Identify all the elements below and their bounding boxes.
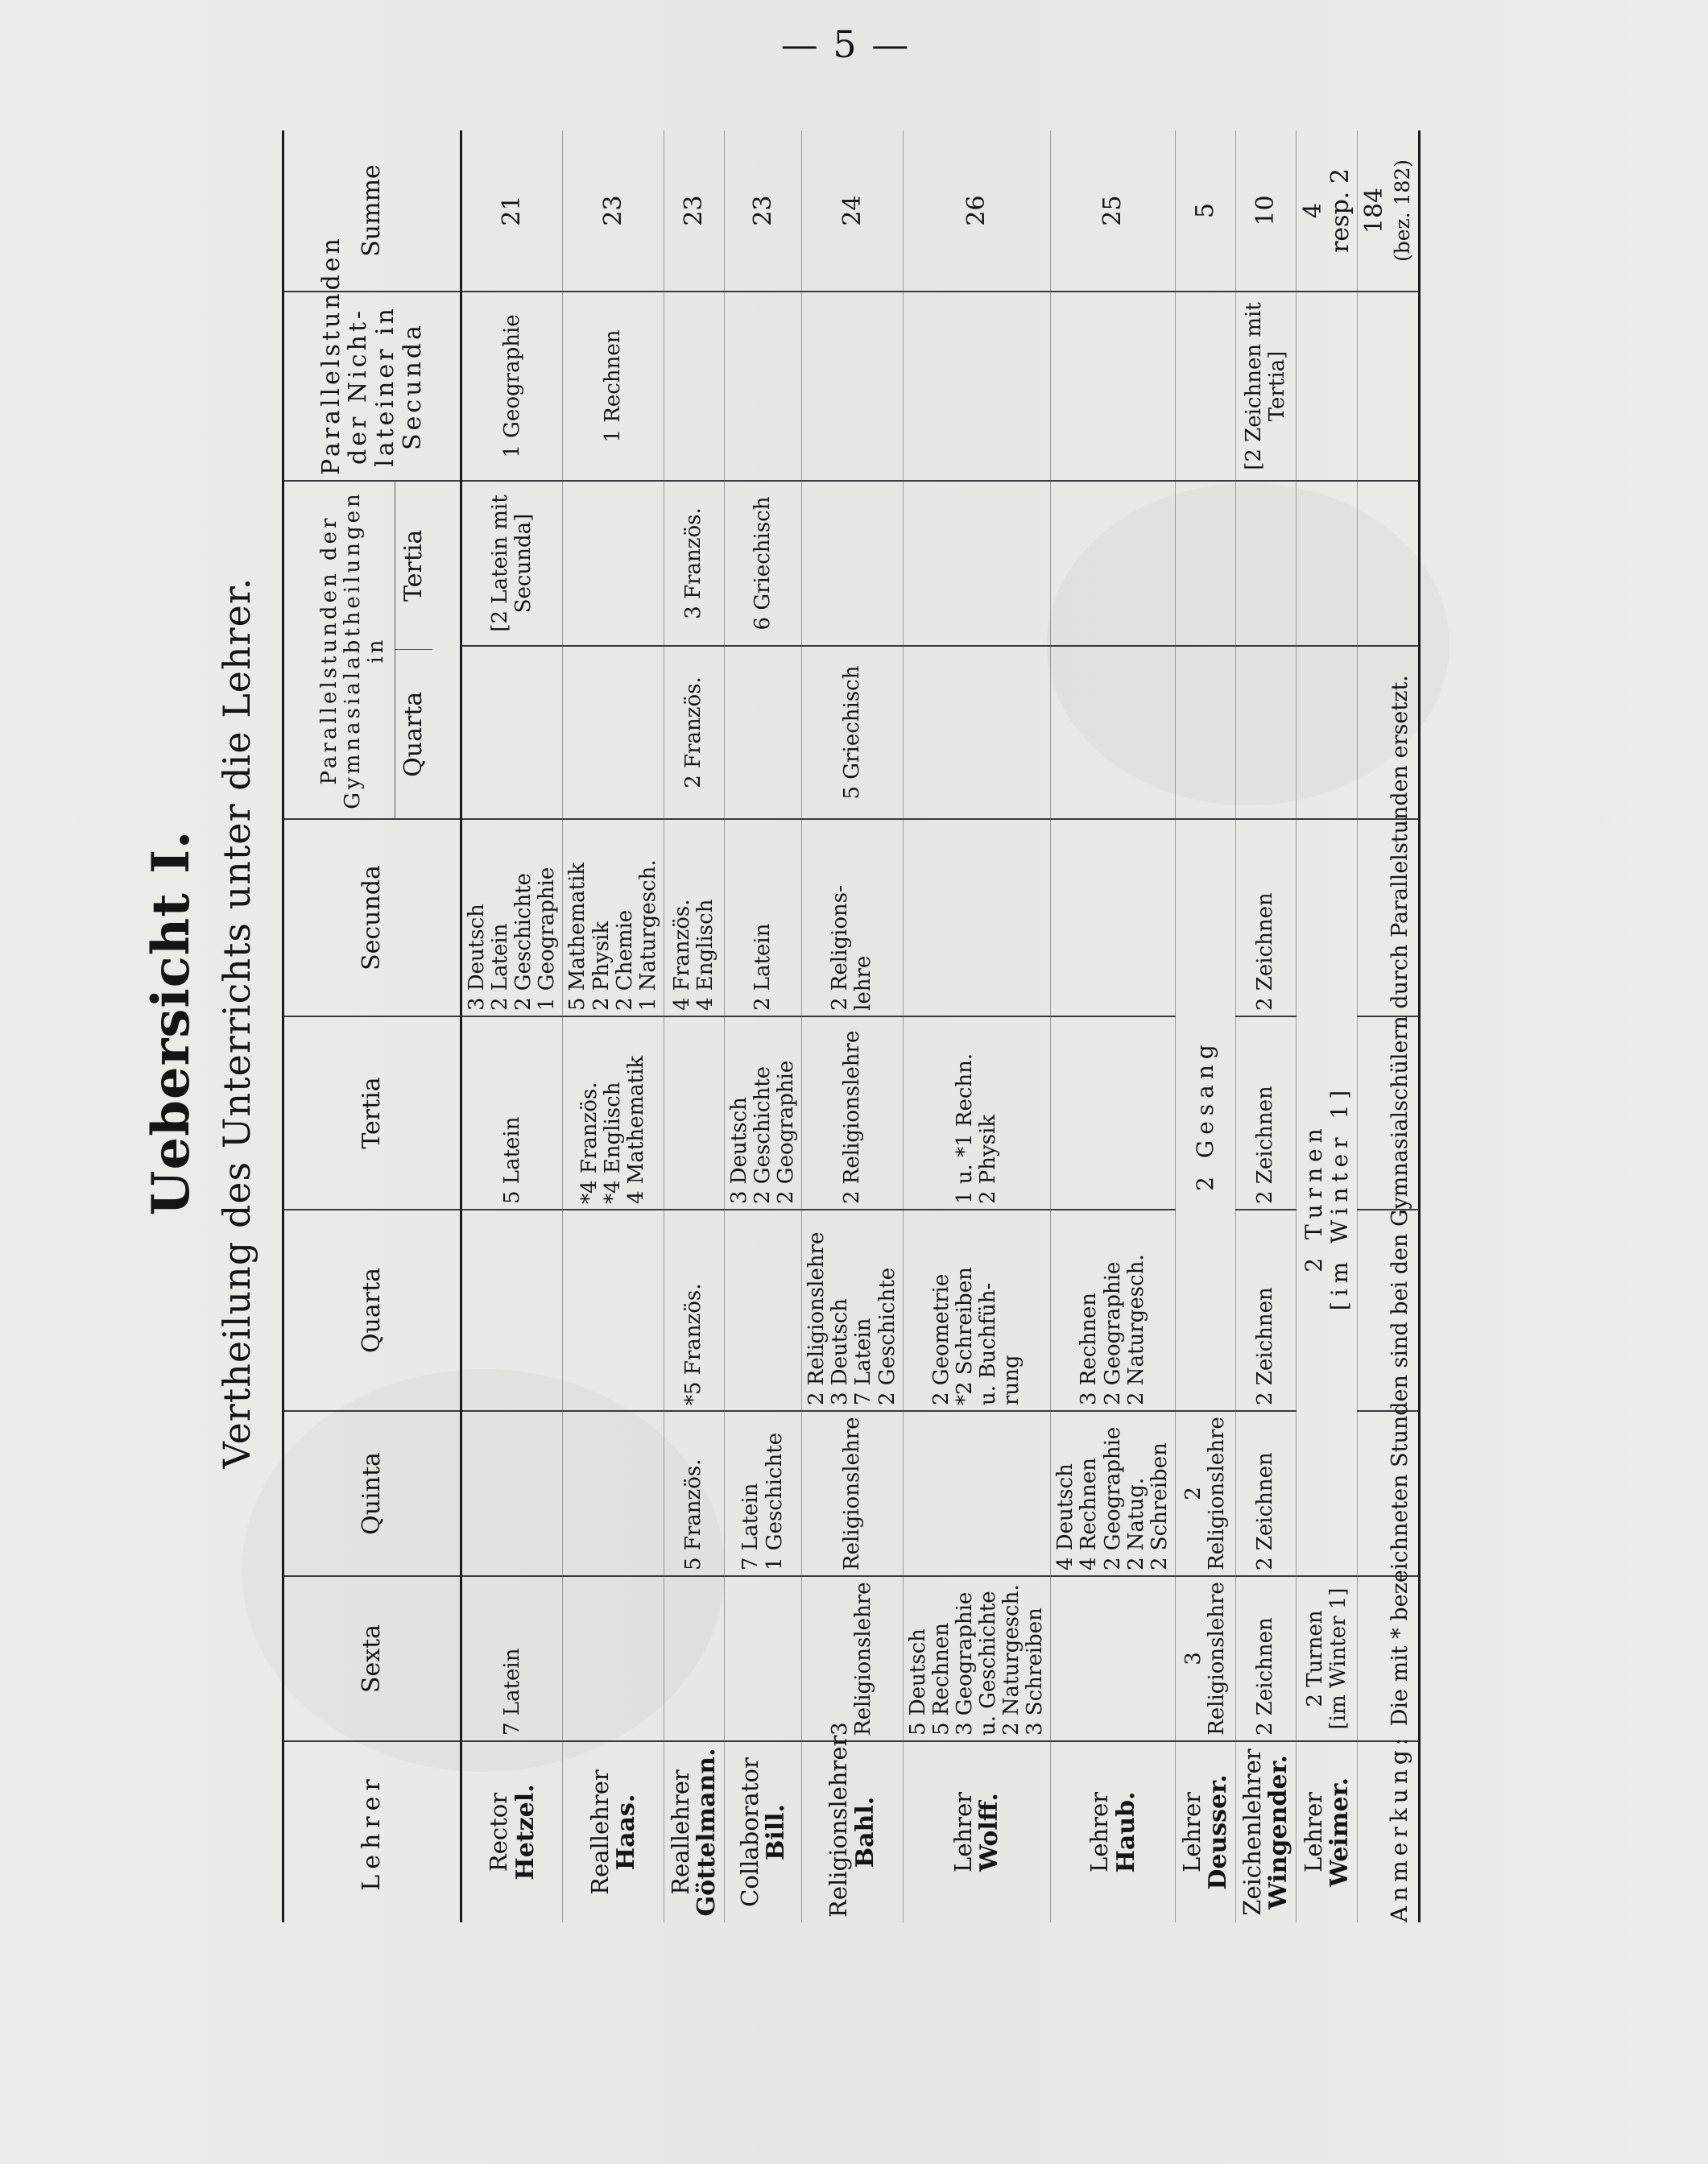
table-row (1051, 130, 1176, 1922)
teacher-cell (1175, 1741, 1235, 1922)
cell-quarta (461, 1210, 563, 1411)
cell-sexta (724, 1576, 801, 1741)
table-row (903, 130, 1051, 1922)
cell-sexta: 2 Zeichnen (1235, 1576, 1296, 1741)
empty-cell (1297, 481, 1358, 646)
cell-pt: [2 Latein mit Secunda] (461, 481, 563, 646)
cell-tertia: 1 u. *1 Rechn. 2 Physik (903, 1016, 1051, 1210)
teacher-cell (1235, 1741, 1296, 1922)
cell-quinta (563, 1411, 664, 1576)
empty-cell (1175, 292, 1235, 481)
page-title: Uebersicht I. (141, 830, 201, 1216)
cell-pnl (903, 292, 1051, 481)
cell-pnl (1051, 292, 1176, 481)
span-cell: 3 Religionslehre (1175, 1576, 1235, 1741)
cell-sexta (1051, 1576, 1176, 1741)
cell-pq: 5 Griechisch (802, 646, 903, 819)
cell-pq (724, 646, 801, 819)
teacher-name: Bahl. (850, 1796, 879, 1868)
cell-pnl: [2 Zeichnen mit Tertia] (1235, 292, 1296, 481)
cell-pq (1051, 646, 1176, 819)
cell-pq (563, 646, 664, 819)
empty-cell (1175, 646, 1235, 819)
empty-cell (1297, 292, 1358, 481)
teacher-cell (563, 1741, 664, 1922)
cell-sexta: 3 Religionslehre (802, 1576, 903, 1741)
span-cell: 2 Religionslehre (1175, 1411, 1235, 1576)
cell-summe: 10 (1235, 130, 1296, 292)
table-body (461, 130, 1420, 1922)
cell-quinta: 5 Französ. (664, 1411, 724, 1576)
span-cell-gesang: 2 Gesang (1175, 819, 1235, 1411)
cell-pt: 6 Griechisch (724, 481, 801, 646)
teacher-cell (903, 1741, 1051, 1922)
teacher-name: Bill. (762, 1804, 791, 1860)
cell-quarta: 2 Geometrie *2 Schreiben u. Buchfüh- rung (903, 1210, 1051, 1411)
teacher-title: Lehrer (1177, 1792, 1206, 1872)
cell-quinta: 7 Latein 1 Geschichte (724, 1411, 801, 1576)
cell-pnl (802, 292, 903, 481)
teacher-cell (664, 1741, 724, 1922)
cell-tertia: 5 Latein (461, 1016, 563, 1210)
page-number: — 5 — (780, 23, 911, 66)
cell-tertia: 2 Zeichnen (1235, 1016, 1296, 1210)
table-row (563, 130, 664, 1922)
cell-tertia: 2 Religionslehre (802, 1016, 903, 1210)
table-row (461, 130, 563, 1922)
cell-pq (461, 646, 563, 819)
cell-tertia: 3 Deutsch 2 Geschichte 2 Geographie (724, 1016, 801, 1210)
cell-secunda: 2 Religions- lehre (802, 819, 903, 1016)
cell-secunda: 2 Latein (724, 819, 801, 1016)
cell-summe: 23 (664, 130, 724, 292)
rotated-content (141, 109, 1486, 1937)
table-row (1175, 130, 1235, 1922)
cell-summe: 5 (1175, 130, 1235, 292)
cell-summe: 23 (724, 130, 801, 292)
header-quarta: Quarta (283, 1210, 461, 1411)
header-parallel-gym-label: Parallelstunden der Gymnasialabtheilungen in (312, 482, 395, 818)
cell-quinta: 2 Zeichnen (1235, 1411, 1296, 1576)
cell-pt (802, 481, 903, 646)
cell-secunda: 2 Zeichnen (1235, 819, 1296, 1016)
annotation (1385, 130, 1414, 1922)
teacher-name: Göttelmann. (693, 1748, 722, 1917)
cell-tertia (1051, 1016, 1176, 1210)
teacher-title: Lehrer (1299, 1792, 1327, 1872)
teacher-title: Lehrer (949, 1792, 977, 1872)
cell-pq (903, 646, 1051, 819)
header-summe: Summe (283, 130, 461, 292)
teacher-cell (802, 1735, 903, 1922)
header-sexta: Sexta (283, 1576, 461, 1741)
teacher-name: Wolff. (975, 1793, 1004, 1872)
cell-quarta (563, 1210, 664, 1411)
header-parallel-tertia: Tertia (399, 529, 428, 602)
cell-pt: 3 Französ. (664, 481, 724, 646)
table-row (664, 130, 724, 1922)
cell-sexta: 2 Turnen [im Winter 1] (1297, 1576, 1358, 1741)
teacher-title: Zeichenlehrer (1238, 1748, 1266, 1916)
cell-quinta (461, 1411, 563, 1576)
cell-sexta: 5 Deutsch 5 Rechnen 3 Geographie u. Geschichte 2 Naturgesch. 3 Schreiben (903, 1576, 1051, 1741)
teacher-name: Haas. (612, 1794, 641, 1871)
header-secunda: Secunda (283, 819, 461, 1016)
teacher-title: Collaborator (735, 1757, 763, 1907)
teacher-cell (461, 1741, 563, 1922)
cell-secunda (1051, 819, 1176, 1016)
teacher-title: Lehrer (1086, 1792, 1114, 1872)
page-subtitle: Vertheilung des Unterrichts unter die Lehrer. (215, 577, 258, 1469)
cell-summe: 23 (563, 130, 664, 292)
cell-quarta: *5 Französ. (664, 1210, 724, 1411)
cell-quarta: 2 Religionslehre 3 Deutsch 7 Latein 2 Geschichte (802, 1210, 903, 1411)
cell-quarta: 3 Rechnen 2 Geographie 2 Naturgesch. (1051, 1210, 1176, 1411)
teacher-title: Religionslehrer (825, 1735, 853, 1918)
teacher-name: Haub. (1111, 1791, 1140, 1873)
cell-secunda: 5 Mathematik 2 Physik 2 Chemie 1 Naturgesch. (563, 819, 664, 1016)
cell-quarta (724, 1210, 801, 1411)
empty-cell (1297, 646, 1358, 819)
cell-tertia: *4 Französ. *4 Englisch 4 Mathematik (563, 1016, 664, 1210)
header-parallel-nonlatin: Parallelstunden der Nicht-lateiner in Secunda (283, 292, 461, 481)
cell-summe: 4 resp. 2 (1297, 130, 1358, 292)
header-parallel-gym (283, 481, 461, 819)
cell-summe: 21 (461, 130, 563, 292)
teacher-name: Weimer. (1325, 1777, 1354, 1888)
teacher-title: Reallehrer (666, 1769, 694, 1895)
header-parallel-gym-sub (395, 482, 432, 818)
span-cell-turnen: 2 Turnen [im Winter 1] (1297, 819, 1358, 1576)
teacher-cell (1051, 1741, 1176, 1922)
cell-pq: 2 Französ. (664, 646, 724, 819)
teacher-title: Rector (485, 1792, 513, 1872)
annotation-label: Anmerkung: (1386, 1732, 1412, 1922)
teacher-name: Hetzel. (511, 1784, 540, 1881)
cell-quinta: 4 Deutsch 4 Rechnen 2 Geographie 2 Natug. 2 Schreiben (1051, 1411, 1176, 1576)
cell-pt (903, 481, 1051, 646)
teacher-cell (724, 1741, 801, 1922)
table-row (724, 130, 801, 1922)
total-value: 184 (bez. 182) (1358, 130, 1420, 292)
teacher-name: Wingender. (1264, 1755, 1293, 1910)
cell-pt (563, 481, 664, 646)
cell-quinta (903, 1411, 1051, 1576)
cell-summe: 25 (1051, 130, 1176, 292)
table-row (1297, 130, 1358, 1922)
header-tertia: Tertia (283, 1016, 461, 1210)
cell-pq (1235, 646, 1296, 819)
cell-sexta: 7 Latein (461, 1576, 563, 1741)
cell-summe: 24 (802, 130, 903, 292)
header-teacher: Lehrer (283, 1741, 461, 1922)
annotation-text: Die mit * bezeichneten Stunden sind bei den Gymnasialschülern durch Parallelstunden ersetzt. (1387, 675, 1412, 1727)
cell-pt (1051, 481, 1176, 646)
cell-secunda: 4 Französ. 4 Englisch (664, 819, 724, 1016)
cell-summe: 26 (903, 130, 1051, 292)
teaching-distribution-table (282, 130, 1421, 1922)
cell-tertia (664, 1016, 724, 1210)
cell-pnl (724, 292, 801, 481)
teacher-name: Deusser. (1204, 1774, 1233, 1890)
content-frame (141, 109, 1486, 1937)
total-note: (bez. 182) (1390, 159, 1414, 263)
cell-pnl (664, 292, 724, 481)
cell-pt (1235, 481, 1296, 646)
cell-quinta: Religionslehre (802, 1411, 903, 1576)
header-row (283, 130, 461, 1922)
empty-cell (1175, 481, 1235, 646)
header-quinta: Quinta (283, 1411, 461, 1576)
cell-secunda (903, 819, 1051, 1016)
cell-quarta: 2 Zeichnen (1235, 1210, 1296, 1411)
cell-secunda: 3 Deutsch 2 Latein 2 Geschichte 1 Geographie (461, 819, 563, 1016)
header-parallel-quarta: Quarta (395, 649, 432, 818)
cell-pnl: 1 Rechnen (563, 292, 664, 481)
table-row (1235, 130, 1296, 1922)
cell-sexta (664, 1576, 724, 1741)
teacher-cell (1297, 1741, 1358, 1922)
teacher-title: Reallehrer (585, 1769, 614, 1895)
cell-pnl: 1 Geographie (461, 292, 563, 481)
cell-sexta (563, 1576, 664, 1741)
table-row (802, 130, 903, 1922)
